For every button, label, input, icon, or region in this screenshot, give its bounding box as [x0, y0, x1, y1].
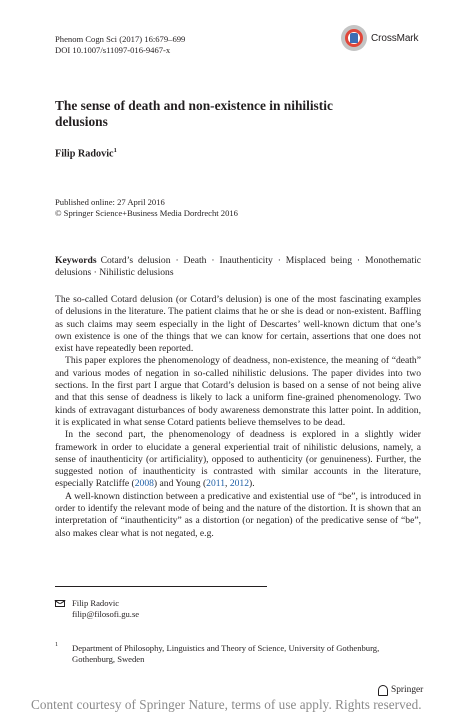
envelope-icon — [55, 600, 65, 607]
crossmark-badge[interactable] — [341, 25, 426, 51]
abstract — [55, 294, 421, 540]
crossmark-label: CrossMark — [371, 32, 419, 44]
correspondence-email[interactable]: filip@filosofi.gu.se — [72, 609, 140, 619]
paragraph-3-text-a: In the second part, the phenomenology of deadness is explored in a slightly wider framework in order to elucidate a general experiential trait of nihilistic delusions, namely, a sense of inauthenticity (or artificiality), opposed to authenticity (or genuineness). Further, the suggested notion of inauthenticity is contrasted with similar accounts in the literature, especially Ratcliffe ( — [55, 429, 421, 490]
paragraph-1: The so-called Cotard delusion (or Cotard’s delusion) is one of the most fascinating examples of delusions in the literature. The patient claims that he or she is dead or non-existent. Baffling as such claims may seem especially in the light of Descartes’ well-known dictum that one’s own existence is one of the things that we can know for certain, assertions that one does not exist have repeatedly been reported. — [55, 294, 421, 355]
crossmark-icon — [341, 25, 367, 51]
springer-horse-icon — [377, 685, 388, 695]
copyright-line: © Springer Science+Business Media Dordrecht 2016 — [55, 208, 238, 218]
footnote-divider — [55, 586, 267, 587]
doi[interactable]: DOI 10.1007/s11097-016-9467-x — [55, 45, 171, 55]
author-name[interactable]: Filip Radovic — [55, 148, 114, 160]
keywords — [55, 255, 421, 280]
keywords-label: Keywords — [55, 255, 97, 266]
correspondence-name: Filip Radovic — [72, 598, 120, 608]
publisher-logo — [377, 685, 423, 695]
keywords-text: Cotard’s delusion · Death · Inauthenticity · Misplaced being · Monothematic delusions · Nihilistic delusions — [55, 255, 421, 279]
published-date: Published online: 27 April 2016 — [55, 197, 165, 207]
paragraph-3-text-c: , — [225, 478, 230, 490]
paragraph-4: A well-known distinction between a predicative and existential use of “be”, is introduced in order to identify the relevant mode of being and the nature of the distortion. It is shown that an interpretation of “inauthenticity” as a distortion (or negation) of the predicative sense of “be”, also makes clear what is not negated, e.g. — [55, 490, 421, 539]
affiliation-text: Department of Philosophy, Linguistics and Theory of Science, University of Gothenburg, Gothenburg, Sweden — [72, 643, 380, 664]
article-title: The sense of death and non-existence in nihilistic delusions — [55, 98, 333, 129]
publisher-label: Springer — [391, 685, 424, 695]
citation-link[interactable]: 2008 — [134, 478, 154, 490]
paragraph-3 — [55, 429, 421, 490]
paragraph-3-text-b: ) and Young ( — [153, 478, 207, 490]
citation-link[interactable]: 2011 — [206, 478, 226, 490]
journal-citation: Phenom Cogn Sci (2017) 16:679–699 — [55, 34, 186, 44]
copyright-watermark: Content courtesy of Springer Nature, terms of use apply. Rights reserved. — [31, 697, 422, 712]
author-affiliation-mark: 1 — [113, 147, 117, 154]
author — [55, 147, 117, 159]
paragraph-3-text-d: ). — [249, 478, 255, 490]
citation-link[interactable]: 2012 — [229, 478, 249, 490]
paragraph-2: This paper explores the phenomenology of deadness, non-existence, the meaning of “death” and various modes of negation in so-called nihilistic delusions. The paper divides into two sections. In the first part I argue that Cotard’s delusion is based on a sense of not being alive and that this sense of deadness is likely to lack a uniform fine-grained phenomenology. Two kinds of extravagant disturbances of body awareness demonstrate this latter point. In addition, it is explicated in what sense Cotard patients believe themselves to be dead. — [55, 355, 421, 428]
affiliation-number: 1 — [55, 641, 59, 648]
